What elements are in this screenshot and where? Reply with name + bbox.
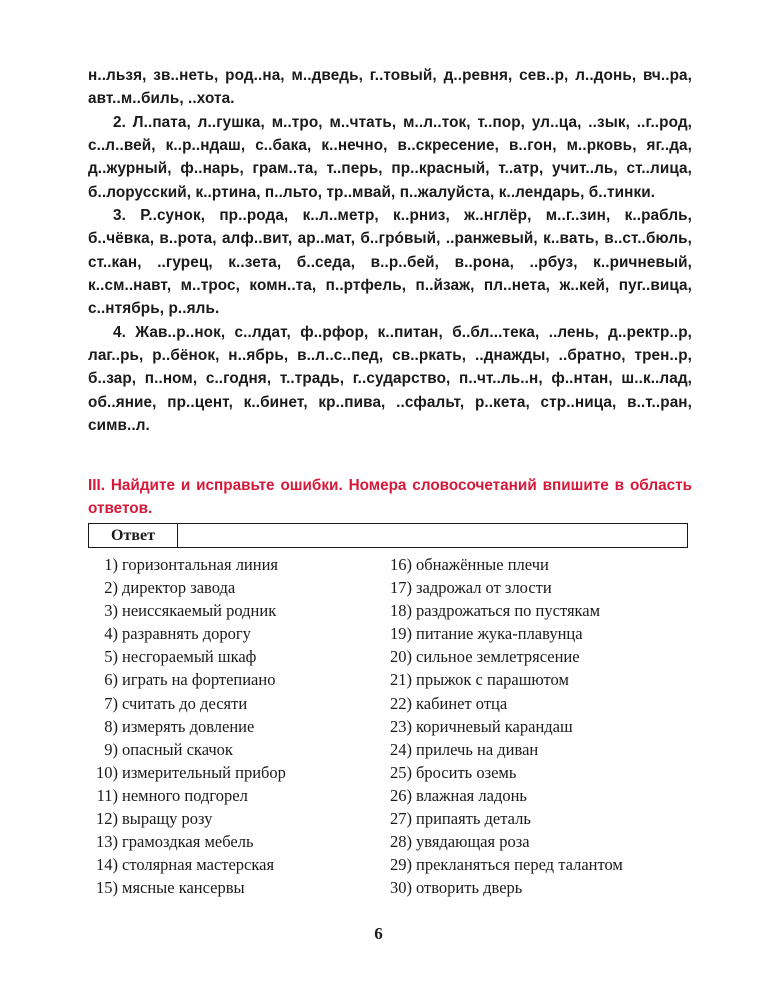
phrase-item bbox=[378, 761, 698, 784]
phrase-text: играть на фортепиано bbox=[122, 670, 276, 690]
phrase-number: 11) bbox=[96, 785, 118, 805]
phrase-number: 2) bbox=[104, 578, 118, 598]
phrase-number: 29) bbox=[390, 855, 412, 875]
phrase-item bbox=[378, 622, 698, 645]
phrase-item bbox=[378, 668, 698, 691]
phrase-item bbox=[378, 715, 698, 738]
phrase-text: разравнять дорогу bbox=[122, 624, 251, 644]
phrase-number: 13) bbox=[96, 832, 118, 852]
phrase-number: 3) bbox=[104, 601, 118, 621]
phrase-number: 5) bbox=[104, 647, 118, 667]
phrase-number: 4) bbox=[104, 624, 118, 644]
phrase-text: задрожал от злости bbox=[416, 578, 552, 598]
phrase-item bbox=[378, 807, 698, 830]
phrase-number: 17) bbox=[390, 578, 412, 598]
phrase-number: 19) bbox=[390, 624, 412, 644]
phrase-item bbox=[378, 738, 698, 761]
phrase-item bbox=[88, 599, 378, 622]
phrase-text: измерительный прибор bbox=[122, 762, 286, 782]
phrase-text: мясные кансервы bbox=[122, 878, 245, 898]
phrase-list-right bbox=[378, 553, 698, 899]
phrase-number: 12) bbox=[96, 809, 118, 829]
phrase-item bbox=[378, 599, 698, 622]
phrase-text: прекланяться перед талантом bbox=[416, 855, 623, 875]
phrase-text: опасный скачок bbox=[122, 739, 233, 759]
phrase-number: 15) bbox=[96, 878, 118, 898]
phrase-item bbox=[88, 715, 378, 738]
phrase-text: коричневый карандаш bbox=[416, 716, 573, 736]
phrase-number: 30) bbox=[390, 878, 412, 898]
phrase-number: 25) bbox=[390, 762, 412, 782]
phrase-text: несгораемый шкаф bbox=[122, 647, 257, 667]
phrase-item bbox=[88, 645, 378, 668]
phrase-text: грамоздкая мебель bbox=[122, 832, 254, 852]
phrase-text: измерять довление bbox=[122, 716, 255, 736]
phrase-number: 28) bbox=[390, 832, 412, 852]
phrase-text: кабинет отца bbox=[416, 693, 508, 713]
phrase-item bbox=[88, 738, 378, 761]
phrase-number: 27) bbox=[390, 809, 412, 829]
phrase-number: 14) bbox=[96, 855, 118, 875]
phrase-text: директор завода bbox=[122, 578, 236, 598]
phrase-item bbox=[378, 576, 698, 599]
phrase-number: 24) bbox=[390, 739, 412, 759]
page-number: 6 bbox=[374, 924, 383, 943]
phrase-text: отворить дверь bbox=[416, 878, 523, 898]
phrase-number: 22) bbox=[390, 693, 412, 713]
phrase-text: раздрожаться по пустякам bbox=[416, 601, 601, 621]
phrase-number: 10) bbox=[96, 762, 118, 782]
phrase-item bbox=[88, 761, 378, 784]
phrase-text: прыжок с парашютом bbox=[416, 670, 569, 690]
phrase-number: 7) bbox=[104, 693, 118, 713]
phrase-item bbox=[88, 576, 378, 599]
phrase-item bbox=[378, 784, 698, 807]
phrase-item bbox=[88, 807, 378, 830]
task-heading: III. Найдите и исправьте ошибки. Номера словосочетаний впишите в область ответов. bbox=[88, 477, 692, 517]
phrase-number: 9) bbox=[104, 739, 118, 759]
phrase-number: 21) bbox=[390, 670, 412, 690]
phrase-number: 8) bbox=[104, 716, 118, 736]
phrase-text: считать до десяти bbox=[122, 693, 248, 713]
phrase-text: горизонтальная линия bbox=[122, 555, 279, 574]
phrase-number: 26) bbox=[390, 785, 412, 805]
phrase-number: 20) bbox=[390, 647, 412, 667]
exercise-paragraph-4: 4. Жав..р..нок, с..лдат, ф..рфор, к..питан, б..бл...тека, ..лень, д..ректр..р, лаг..рь, р..бёнок, н..ябрь, в..л..с..пед, св..ркать, ..днажды, ..братно, трен..р, б..зар, п..ном, с..годня, т..традь, г..сударство, п..чт..ль..н, ф..нтан, ш..к..лад, об..яние, пр..цент, к..бинет, кр..пива, ..сфальт, р..кета, стр..ница, в..т..ран, симв..л. bbox=[88, 323, 692, 435]
phrase-item bbox=[88, 622, 378, 645]
phrase-text: выращу розу bbox=[122, 809, 213, 829]
phrase-item bbox=[378, 692, 698, 715]
phrase-item bbox=[378, 553, 698, 576]
phrase-number: 18) bbox=[390, 601, 412, 621]
phrase-text: сильное землетрясение bbox=[416, 647, 580, 667]
phrase-number: 1) bbox=[104, 555, 118, 574]
phrase-item bbox=[88, 553, 378, 576]
exercise-paragraph-2: 2. Л..пата, л..гушка, м..тро, м..чтать, м..л..ток, т..пор, ул..ца, ..зык, ..г..род, с..л..вей, к..р..ндаш, с..бака, к..нечно, в..скресение, в..гон, м..рковь, яг..да, д..журный, ф..нарь, грам..та, т..перь, пр..красный, т..атр, учит..ль, ст..лица, б..лорусский, к..ртина, п..льто, тр..мвай, п..жалуйста, к..лендарь, б..тинки. bbox=[88, 113, 692, 201]
phrase-item bbox=[378, 853, 698, 876]
phrase-text: неиссякаемый родник bbox=[122, 601, 277, 621]
exercise-paragraph-1-continuation: н..льзя, зв..неть, род..на, м..дведь, г..товый, д..ревня, сев..р, л..донь, вч..ра, авт..м..биль, ..хота. bbox=[88, 67, 692, 108]
phrase-item bbox=[88, 692, 378, 715]
phrase-text: немного подгорел bbox=[122, 785, 248, 805]
phrase-item bbox=[88, 784, 378, 807]
phrase-text: влажная ладонь bbox=[416, 785, 527, 805]
phrase-number: 16) bbox=[390, 555, 412, 574]
phrase-item bbox=[378, 645, 698, 668]
answer-box bbox=[88, 523, 688, 548]
exercise-text bbox=[88, 64, 692, 438]
phrase-text: бросить оземь bbox=[416, 762, 517, 782]
answer-field[interactable] bbox=[178, 524, 687, 547]
answer-label: Ответ bbox=[89, 524, 178, 547]
phrase-list-left bbox=[88, 553, 378, 899]
phrase-number: 6) bbox=[104, 670, 118, 690]
phrase-item bbox=[88, 830, 378, 853]
phrase-text: прилечь на диван bbox=[416, 739, 539, 759]
phrase-text: обнажённые плечи bbox=[416, 555, 549, 574]
phrase-text: припаять деталь bbox=[416, 809, 531, 829]
phrase-item bbox=[88, 876, 378, 899]
phrase-item bbox=[88, 668, 378, 691]
phrase-item bbox=[378, 876, 698, 899]
exercise-paragraph-3: 3. Р..сунок, пр..рода, к..л..метр, к..рниз, ж..нглёр, м..г..зин, к..рабль, б..чёвка, в..рота, алф..вит, ар..мат, б..грóвый, ..ранжевый, к..вать, в..ст..бюль, ст..кан, ..гурец, к..зета, б..седа, в..р..бей, в..рона, ..рбуз, к..ричневый, к..см..навт, м..трос, комн..та, п..ртфель, п..йзаж, пл..нета, ж..кей, пуг..вица, с..нтябрь, р..яль. bbox=[88, 207, 692, 318]
phrase-item bbox=[378, 830, 698, 853]
phrase-number: 23) bbox=[390, 716, 412, 736]
phrase-text: увядающая роза bbox=[416, 832, 530, 852]
phrase-text: питание жука-плавунца bbox=[416, 624, 583, 644]
phrase-item bbox=[88, 853, 378, 876]
phrase-text: столярная мастерская bbox=[122, 855, 275, 875]
